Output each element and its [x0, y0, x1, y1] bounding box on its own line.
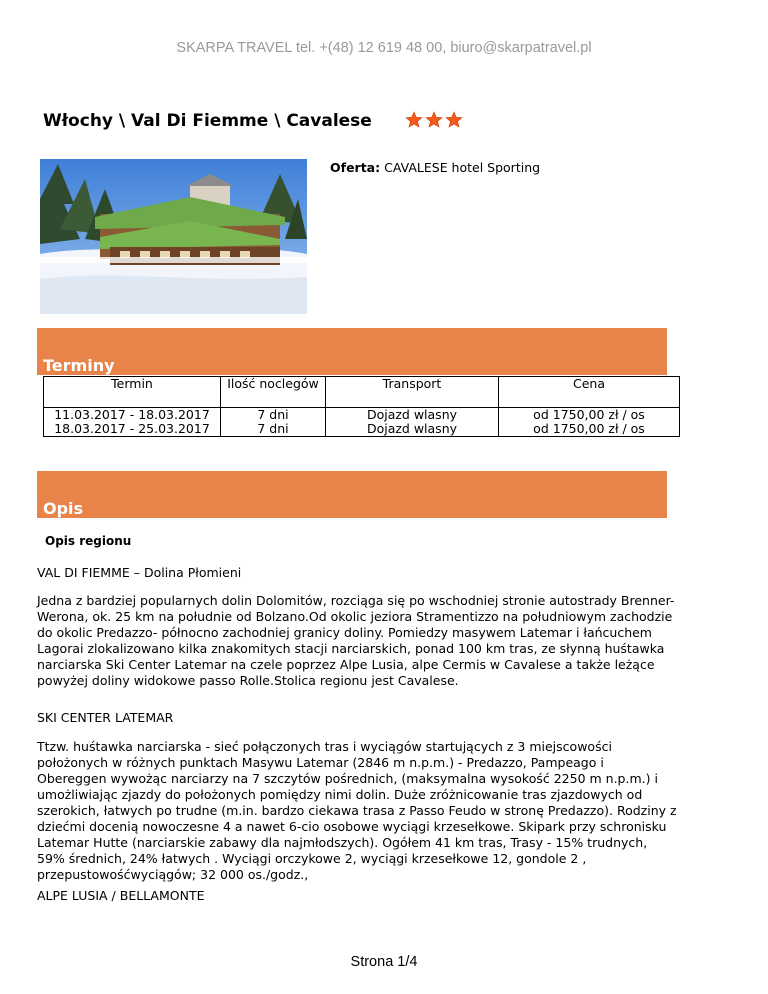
page-number: Strona 1/4 — [350, 954, 418, 970]
star-icon — [405, 111, 423, 129]
terms-header-transport: Transport — [326, 377, 499, 408]
hotel-photo — [40, 159, 307, 314]
term-transport: Dojazd wlasny — [326, 422, 499, 437]
offer-info — [330, 160, 540, 175]
term-nights: 7 dni — [221, 408, 326, 423]
terms-header-price: Cena — [499, 377, 680, 408]
ski-center-heading: SKI CENTER LATEMAR — [37, 710, 174, 725]
term-price: od 1750,00 zł / os — [499, 422, 680, 437]
alpe-lusia-heading: ALPE LUSIA / BELLAMONTE — [37, 888, 205, 903]
terms-table — [43, 376, 680, 437]
agency-contact-header: SKARPA TRAVEL tel. +(48) 12 619 48 00, biuro@skarpatravel.pl — [176, 40, 592, 56]
ski-center-paragraph: Ttzw. huśtawka narciarska - sieć połączonych tras i wyciągów startujących z 3 miejscowości położonych w różnych punktach Masywu Latemar (2846 m n.p.m.) - Predazzo, Pampeago i Obereggen wywożąc narciarzy na 7 szczytów pośrednich, (maksymalna wysokość 2250 m n.p.m.) i umożliwiając zjazdy do położonych pomiędzy nimi dolin. Duże zróżnicowanie tras zjazdowych od szerokich, łatwych po trudne (m.in. bardzo ciekawa trasa z Passo Feudo w stronę Predazzo). Rodziny z dziećmi docenią nowoczesne 4 a nawet 6-cio osobowe wyciągi krzesełkowe. Skipark przy schronisku Latemar Hutte (narciarskie zabawy dla najmłodszych). Ogółem 41 km tras, Trasy - 15% trudnych, 59% średnich, 24% łatwych . Wyciągi orczykowe 2, wyciągi krzesełkowe 12, gondole 2 , przepustowośćwyciągów; 32 000 os./godz., — [37, 739, 677, 882]
offer-label: Oferta: — [330, 160, 381, 175]
star-icon — [425, 111, 443, 129]
term-nights: 7 dni — [221, 422, 326, 437]
term-date: 11.03.2017 - 18.03.2017 — [44, 408, 221, 423]
region-name-paragraph: VAL DI FIEMME – Dolina Płomieni — [37, 565, 242, 580]
term-transport: Dojazd wlasny — [326, 408, 499, 423]
description-section-title: Opis — [43, 499, 84, 518]
terms-header-nights: Ilość noclegów — [221, 377, 326, 408]
region-description-paragraph: Jedna z bardziej popularnych dolin Dolomitów, rozciąga się po wschodniej stronie autostrady Brenner-Werona, ok. 25 km na południe od Bolzano.Od okolic jeziora Stramentizzo na południowym zachodzie do okolic Predazzo- północno zachodniej granicy doliny. Pomiedzy masywem Latemar i łańcuchem Lagorai zlokalizowano kilka znakomitych stacji narciarskich, ponad 100 km tras, ze słynną huśtawka narciarska Ski Center Latemar na czele poprzez Alpe Lusia, alpe Cermis w Cavalese a także leżące powyżej doliny widokowe passo Rolle.Stolica regionu jest Cavalese. — [37, 593, 675, 688]
table-row — [44, 422, 680, 437]
terms-header-date: Termin — [44, 377, 221, 408]
offer-value: CAVALESE hotel Sporting — [384, 160, 541, 175]
page-title: Włochy \ Val Di Fiemme \ Cavalese — [43, 111, 372, 131]
region-subheading: Opis regionu — [45, 534, 132, 548]
table-row — [44, 408, 680, 423]
term-date: 18.03.2017 - 25.03.2017 — [44, 422, 221, 437]
term-price: od 1750,00 zł / os — [499, 408, 680, 423]
star-rating — [405, 111, 463, 129]
terms-section-bar — [37, 328, 667, 375]
description-section-bar — [37, 471, 667, 518]
terms-section-title: Terminy — [43, 356, 115, 375]
star-icon — [445, 111, 463, 129]
